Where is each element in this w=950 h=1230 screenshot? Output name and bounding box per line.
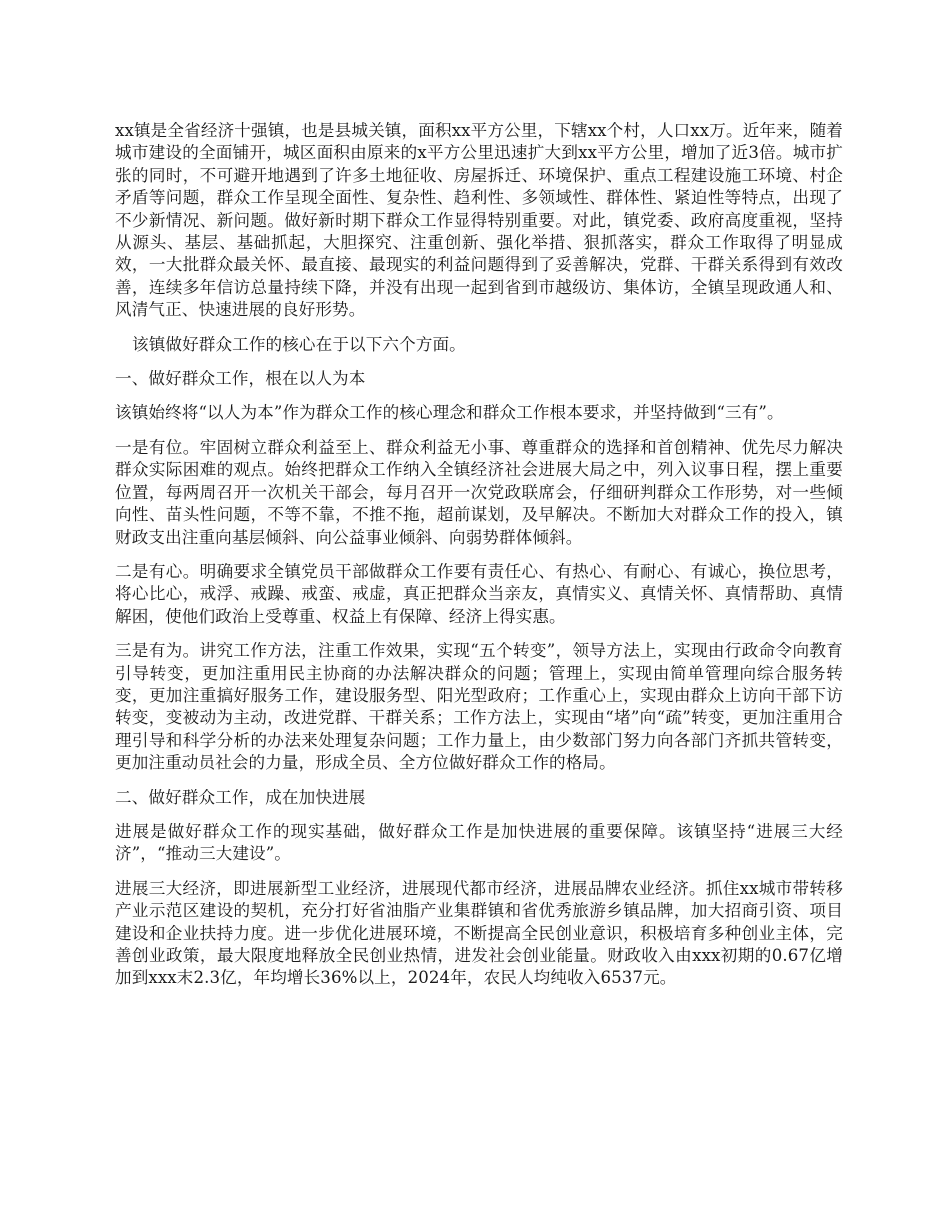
paragraph-4: 三是有为。讲究工作方法，注重工作效果，实现“五个转变”，领导方法上，实现由行政命令向教育引导转变，更加注重用民主协商的办法解决群众的问题；管理上，实现由简单管理向综合服务转变，更加注重搞好服务工作，建设服务型、阳光型政府；工作重心上，实现由群众上访向干部下访转变，变被动为主动，改进党群、干群关系；工作方法上，实现由“堵”向“疏”转变，更加注重用合理引导和科学分析的办法来处理复杂问题；工作力量上，由少数部门努力向各部门齐抓共管转变，更加注重动员社会的力量，形成全员、全方位做好群众工作的格局。 [115, 641, 843, 773]
intro-paragraph: xx镇是全省经济十强镇，也是县城关镇，面积xx平方公里，下辖xx个村，人口xx万。近年来，随着城市建设的全面铺开，城区面积由原来的x平方公里迅速扩大到xx平方公里，增加了近3倍。城市扩张的同时，不可避开地遇到了许多土地征收、房屋拆迁、环境保护、重点工程建设施工环境、村企矛盾等问题，群众工作呈现全面性、复杂性、趋利性、多领域性、群体性、紧迫性等特点，出现了不少新情况、新问题。做好新时期下群众工作显得特别重要。对此，镇党委、政府高度重视，坚持从源头、基层、基础抓起，大胆探究、注重创新、强化举措、狠抓落实，群众工作取得了明显成效，一大批群众最关怀、最直接、最现实的利益问题得到了妥善解决，党群、干群关系得到有效改善，连续多年信访总量持续下降，并没有出现一起到省到市越级访、集体访，全镇呈现政通人和、风清气正、快速进展的良好形势。 [115, 121, 843, 320]
core-intro-paragraph: 该镇做好群众工作的核心在于以下六个方面。 [132, 334, 466, 354]
section-heading-2: 二、做好群众工作，成在加快进展 [115, 787, 366, 807]
paragraph-2: 一是有位。牢固树立群众利益至上、群众利益无小事、尊重群众的选择和首创精神、优先尽力解决群众实际困难的观点。始终把群众工作纳入全镇经济社会进展大局之中，列入议事日程，摆上重要位置，每两周召开一次机关干部会，每月召开一次党政联席会，仔细研判群众工作形势，对一些倾向性、苗头性问题，不等不靠，不推不拖，超前谋划，及早解决。不断加大对群众工作的投入，镇财政支出注重向基层倾斜、向公益事业倾斜、向弱势群体倾斜。 [115, 437, 843, 547]
paragraph-3: 二是有心。明确要求全镇党员干部做群众工作要有责任心、有热心、有耐心、有诚心，换位思考，将心比心，戒浮、戒躁、戒蛮、戒虚，真正把群众当亲友，真情实义、真情关怀、真情帮助、真情解困，使他们政治上受尊重、权益上有保障、经济上得实惠。 [115, 561, 843, 626]
section-heading-1: 一、做好群众工作，根在以人为本 [115, 369, 366, 389]
document-body [115, 120, 843, 1002]
paragraph-5: 进展是做好群众工作的现实基础，做好群众工作是加快进展的重要保障。该镇坚持“进展三大经济”，“推动三大建设”。 [115, 821, 843, 864]
paragraph-1: 该镇始终将“以人为本”作为群众工作的核心理念和群众工作根本要求，并坚持做到“三有”。 [115, 403, 784, 423]
paragraph-6: 进展三大经济，即进展新型工业经济，进展现代都市经济，进展品牌农业经济。抓住xx城市带转移产业示范区建设的契机，充分打好省油脂产业集群镇和省优秀旅游乡镇品牌，加大招商引资、项目建设和企业扶持力度。进一步优化进展环境，不断提高全民创业意识，积极培育多种创业主体，完善创业政策，最大限度地释放全民创业热情，进发社会创业能量。财政收入由xxx初期的0.67亿增加到xxx末2.3亿，年均增长36%以上，2024年，农民人均纯收入6537元。 [115, 878, 843, 988]
